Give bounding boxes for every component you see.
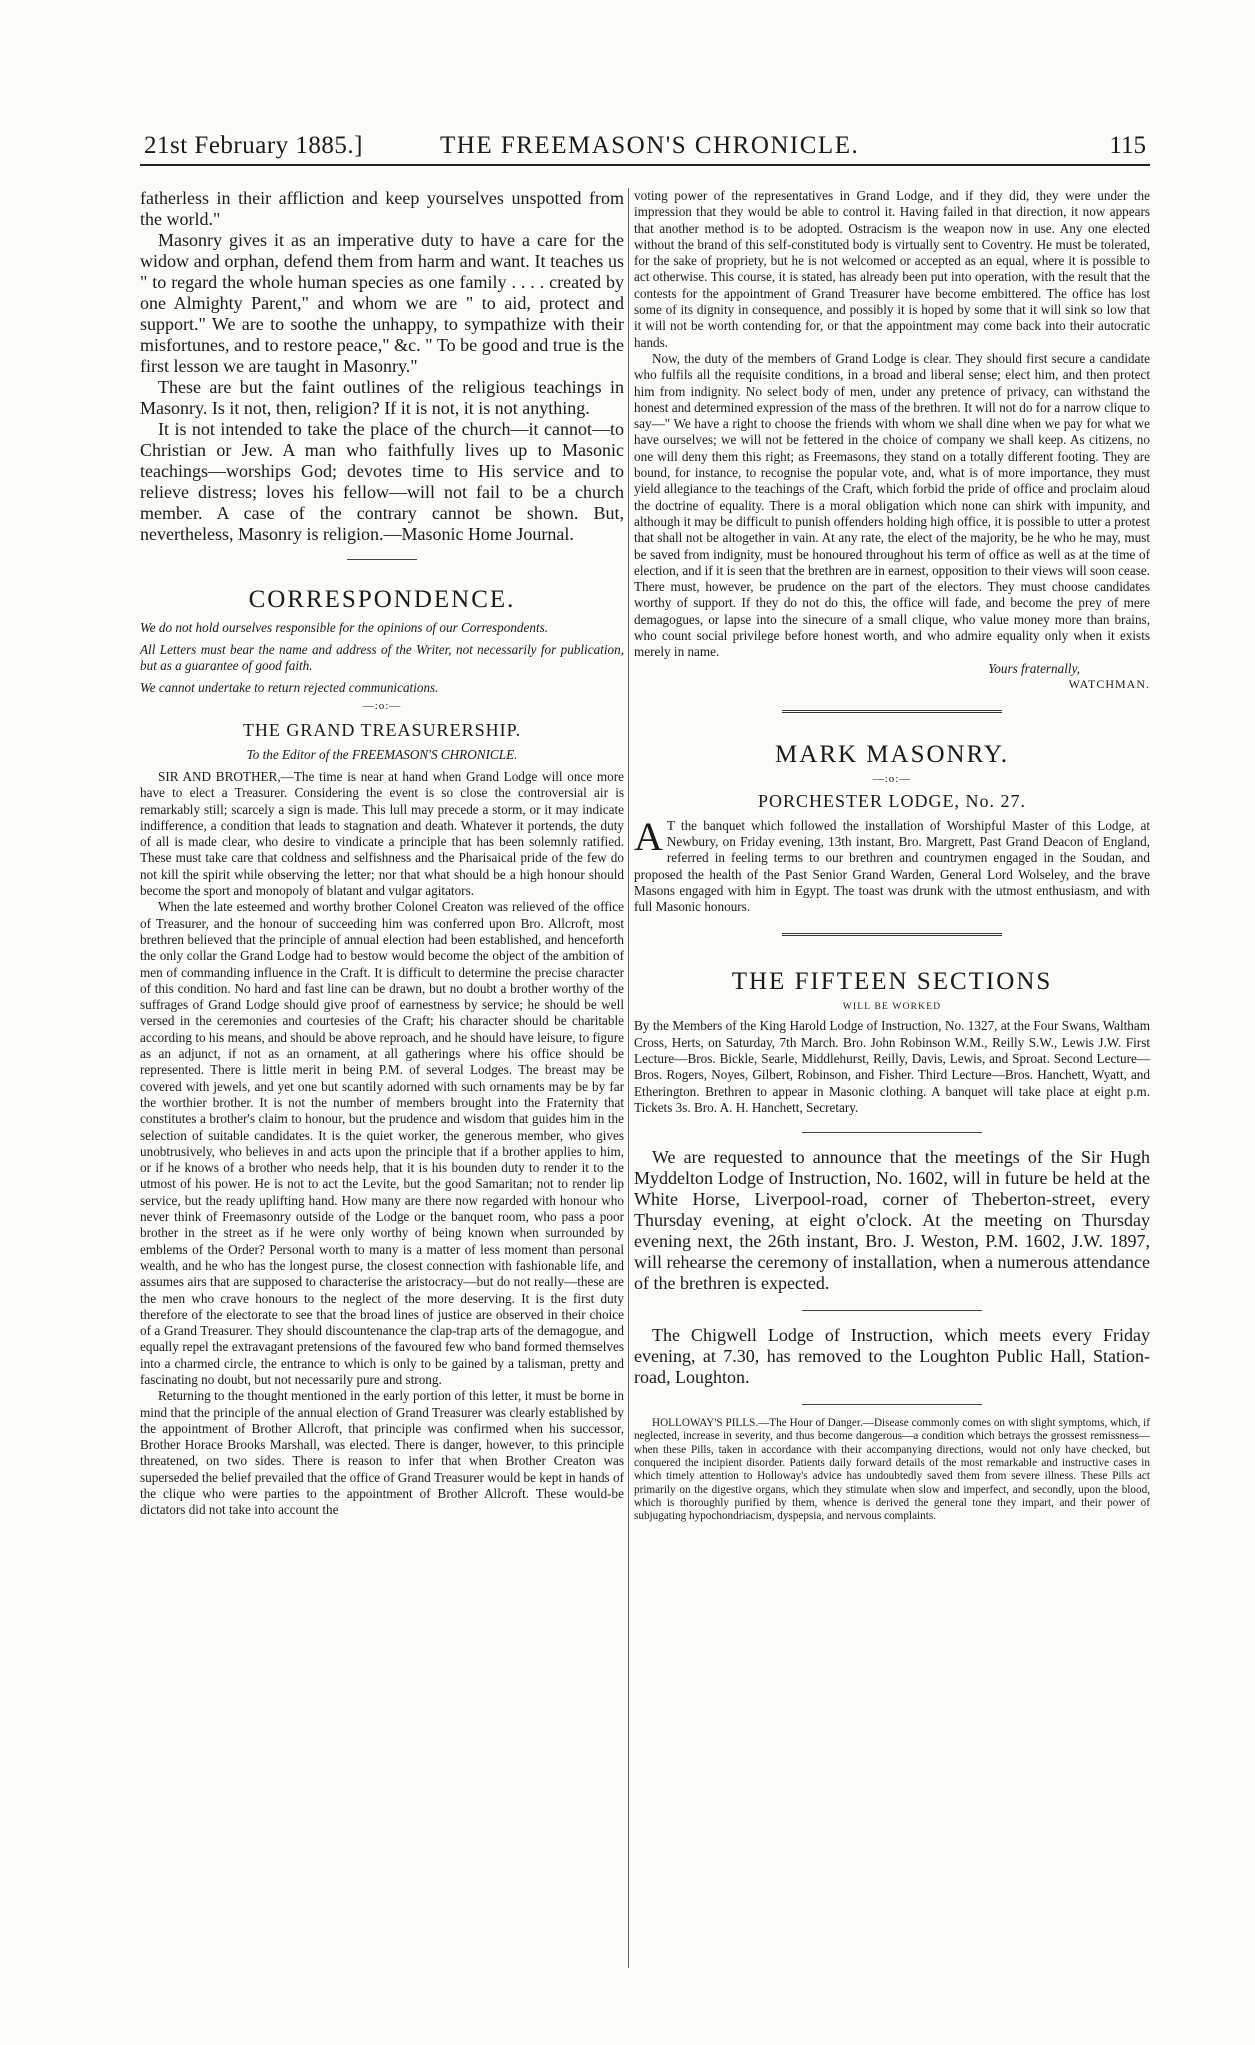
to-editor-line: To the Editor of the FREEMASON'S CHRONICLE. <box>246 747 518 762</box>
letter-continuation: voting power of the representatives in Grand Lodge, and if they did, they were under the impression that they would be able to control it. Having failed in that direction, it now appears that another method is to be adopted. Ostracism is the weapon now in use. Any one elected without the brand of this self-constituted body is virtually sent to Coventry. He must be tolerated, for the sake of propriety, but he is not welcomed or accepted as an equal, where it is possible to act otherwise. This course, it is stated, has already been put into operation, with the result that the contests for the appointment of Grand Treasurer have become embittered. The office has lost some of its dignity in consequence, and possibly it is hoped by some that it will sink so low that it will not be worth contending for, or that the appointment may come back into their autocratic hands. <box>634 188 1150 350</box>
issue-date: 21st February 1885.] <box>144 132 363 159</box>
signature: WATCHMAN. <box>1068 676 1150 691</box>
page-number: 115 <box>1109 132 1146 159</box>
ornament-divider: —:o:— <box>362 700 402 712</box>
treasurership-heading: THE GRAND TREASURERSHIP. <box>242 720 522 740</box>
fifteen-subtitle: WILL BE WORKED <box>842 1002 942 1013</box>
mark-text: T the banquet which followed the installation of Worshipful Master of this Lodge, at Newbury, on Friday evening, 13th instant, Bro. Margrett, Past Grand Deacon of England, referred in feeling terms to our brethren and countrymen engaged in the Soudan, and proposed the health of the Past Senior Grand Warden, General Lord Wolseley, and the brave Masons engaged with him in Egypt. The toast was drunk with the utmost enthusiasm, and with full Masonic honours. <box>634 817 1150 915</box>
holloway-advert: HOLLOWAY'S PILLS.—The Hour of Danger.—Disease commonly comes on with slight symptoms, which, if neglected, increase in severity, and thus become dangerous—a condition which betrays the grossest remissness—when these Pills, taken in accordance with their accompanying directions, would not only have checked, but conquered the incipient disorder. Patients daily forward details of the most remarkable and instructive cases in which timely attention to Holloway's advice has undoubtedly saved them from severe illness. These Pills act primarily on the digestive organs, which they stimulate when slow and imperfect, and secondly, upon the blood, which is thoroughly purified by them, whence is derived the general tone they impart, and their power of subjugating hypochondriacism, dyspepsia, and nervous complaints. <box>634 1417 1150 1523</box>
intro-paragraph: Masonry gives it as an imperative duty to have a care for the widow and orphan, defend them from harm and want. It teaches us " to regard the whole human species as one family . . . . created by one Almighty Parent," and whom we are " to aid, protect and support." We are to soothe the unhappy, to sympathize with their misfortunes, and to restore peace," &c. " To be good and true is the first lesson we are taught in Masonry." <box>140 230 624 376</box>
letter-paragraph: SIR AND BROTHER,—The time is near at hand when Grand Lodge will once more have to elect a Treasurer. Considering the event is so close the controversial air is remarkably still; scarcely a sign is made. This lull may precede a storm, or it may indicate indifference, a condition that leads to stagnation and death. Whatever it portends, the duty of all is made clear, who desire to vindicate a principle that has been solemnly ratified. These must take care that coldness and selfishness and the Pharisaical pride of the few do not kill the spirit while observing the letter; nor that what should be a high honour should become the sport and monopoly of blatant and vulgar agitators. <box>140 769 624 899</box>
correspondence-note: We cannot undertake to return rejected communications. <box>140 680 439 695</box>
porchester-heading: PORCHESTER LODGE, No. 27. <box>757 790 1026 811</box>
correspondence-heading: CORRESPONDENCE. <box>248 586 516 613</box>
section-rule <box>802 1404 982 1405</box>
chigwell-notice: The Chigwell Lodge of Instruction, which meets every Friday evening, at 7.30, has removed to the Loughton Public Hall, Station-road, Loughton. <box>634 1325 1150 1388</box>
correspondence-note: We do not hold ourselves responsible for the opinions of our Correspondents. <box>140 620 549 635</box>
letter-continuation: Now, the duty of the members of Grand Lodge is clear. They should first secure a candidate who fulfils all the requisite conditions, in a broad and liberal sense; elect him, and then protect him from indignity. No select body of men, under any pretence of privacy, can withstand the honest and determined expression of the mass of the brethren. It will not do for a narrow clique to say—" We have a right to choose the friends with whom we shall dine when we pay for what we have ourselves; we will not be fettered in the choice of company we shall keep. As citizens, no one will deny them this right; as Freemasons, they stand on a totally different footing. They are bound, for instance, to recognise the popular vote, and, what is of more importance, they must yield allegiance to the teachings of the Craft, which forbid the pride of office and proclaim aloud the doctrine of equality. There is a moral obligation which none can shirk with impunity, and although it may be difficult to punish offenders holding high office, it is possible to utter a protest that shall not be altogether in vain. At any rate, the elect of the majority, be he who he may, must be saved from indignity, must be honoured throughout his term of office as well as at the time of election, and if it is seen that the brethren are in earnest, opposition to their views will soon cease. There must, however, be prudence on the part of the electors. They must choose candidates worthy of support. If they do not do this, the office will fade, and become the prey of mere demagogues, or lapse into the sinecure of a small clique, who value money more than brains, who count social privilege before honest worth, and who admire equality only when it exists merely in name. <box>634 350 1150 660</box>
ornament-divider: —:o:— <box>872 772 912 785</box>
section-rule <box>782 710 1002 715</box>
page-header <box>140 128 1150 166</box>
letter-paragraph: Returning to the thought mentioned in the early portion of this letter, it must be borne in mind that the principle of the annual election of Grand Treasurer was clearly established by the appointment of Brother Allcroft, that principle was confirmed when his successor, Brother Horace Brooks Marshall, was elected. There is danger, however, to this principle threatened, on two sides. There is reason to infer that when Brother Creaton was superseded the belief prevailed that the office of Grand Treasurer would be kept in hands of the clique who were parties to the appointment of Brother Allcroft. These would-be dictators did not take into account the <box>140 1388 624 1518</box>
masthead-title: THE FREEMASON'S CHRONICLE. <box>440 132 860 159</box>
column-divider <box>628 188 629 1968</box>
intro-paragraph: It is not intended to take the place of the church—it cannot—to Christian or Jew. A man who faithfully lives up to Masonic teachings—worships God; devotes time to His service and to relieve distress; loves his fellow—will not fail to be a church member. A case of the contrary cannot be shown. But, nevertheless, Masonry is religion.—Masonic Home Journal. <box>140 419 624 544</box>
mark-masonry-heading: MARK MASONRY. <box>775 740 1009 768</box>
mark-paragraph <box>634 813 1150 916</box>
drop-cap: A <box>634 813 663 859</box>
fifteen-paragraph: By the Members of the King Harold Lodge of Instruction, No. 1327, at the Four Swans, Waltham Cross, Herts, on Saturday, 7th March. Bro. John Robinson W.M., Reilly S.W., Lewis J.W. First Lecture—Bros. Bickle, Searle, Middlehurst, Reilly, Davis, Lewis, and Sproat. Second Lecture—Bros. Rogers, Noyes, Gilbert, Robinson, and Fisher. Third Lecture—Bros. Hanchett, Wyatt, and Etherington. Brethren to appear in Masonic clothing. A banquet will take place at eight p.m. Tickets 3s. Bro. A. H. Hanchett, Secretary. <box>634 1018 1150 1115</box>
section-rule <box>802 1132 982 1133</box>
myddelton-notice: We are requested to announce that the meetings of the Sir Hugh Myddelton Lodge of Instruction, No. 1602, will in future be held at the White Horse, Liverpool-road, corner of Theberton-street, every Thursday evening, at eight o'clock. At the meeting on Thursday evening next, the 26th instant, Bro. J. Weston, P.M. 1602, J.W. 1897, will rehearse the ceremony of installation, when a numerous attendance of the brethren is expected. <box>634 1147 1150 1294</box>
section-rule <box>347 559 417 560</box>
intro-paragraph: These are but the faint outlines of the religious teachings in Masonry. Is it not, then, religion? If it is not, it is not anything. <box>140 377 624 418</box>
right-column <box>634 188 1150 1524</box>
fifteen-sections-heading: THE FIFTEEN SECTIONS <box>731 968 1053 996</box>
section-rule <box>802 1310 982 1311</box>
section-rule <box>782 933 1002 938</box>
signoff: Yours fraternally, <box>988 660 1080 676</box>
intro-paragraph: fatherless in their affliction and keep yourselves unspotted from the world." <box>140 188 624 229</box>
left-column <box>140 188 624 1519</box>
correspondence-note: All Letters must bear the name and address of the Writer, not necessarily for publication, but as a guarantee of good faith. <box>140 642 624 673</box>
letter-paragraph: When the late esteemed and worthy brother Colonel Creaton was relieved of the office of Treasurer, and the honour of succeeding him was conferred upon Bro. Allcroft, most brethren believed that the principle of annual election had been established, and henceforth the only collar the Grand Lodge had to bestow would become the object of the ambition of men of commanding influence in the Craft. It is difficult to determine the precise character of this condition. No hard and fast line can be drawn, but no doubt a brother worthy of the suffrages of Grand Lodge should give proof of earnestness by service; he should be well versed in the ceremonies and courtesies of the Craft; his character should be charitable according to his means, and should be above reproach, and he should have leisure, to figure as an adjunct, if not as an ornament, at all gatherings where his office should be represented. There is little merit in being P.M. of several Lodges. The breast may be covered with jewels, and yet one but scantily adorned with such ornaments may be by far the worthier brother. It is not the number of members brought into the Fraternity that constitutes a brother's claim to honour, but the prudence and wisdom that guides him in the selection of suitable candidates. It is the quiet worker, the generous member, who gives unobtrusively, who believes in and acts upon the principle that if a brother applies to him, or if he knows of a brother who needs help, that it is his bounden duty to render it to the utmost of his power. He is not to act the Levite, but the good Samaritan; not to render lip service, but the ready uplifting hand. How many are there now regarded with honour who never think of Freemasonry outside of the Lodge or the banquet room, who pass a poor brother in the street as if he were only worthy of being known when surrounded by emblems of the Order? Personal worth to many is a matter of less moment than personal wealth, and he who has the longest purse, the closest connection with fashionable life, and assumes airs that are supposed to characterise the aristocracy—but do not really—these are the men who crave honours to the neglect of the more deserving. It is the first duty therefore of the electorate to see that the broad lines of justice are observed in their choice of a Grand Treasurer. They should discountenance the clap-trap arts of the demagogue, and equally repel the extravagant pretensions of the favoured few who band formed themselves into a charmed circle, the entrance to which is only to be gained by a talisman, pretty and fascinating no doubt, but not necessarily pure and strong. <box>140 899 624 1387</box>
